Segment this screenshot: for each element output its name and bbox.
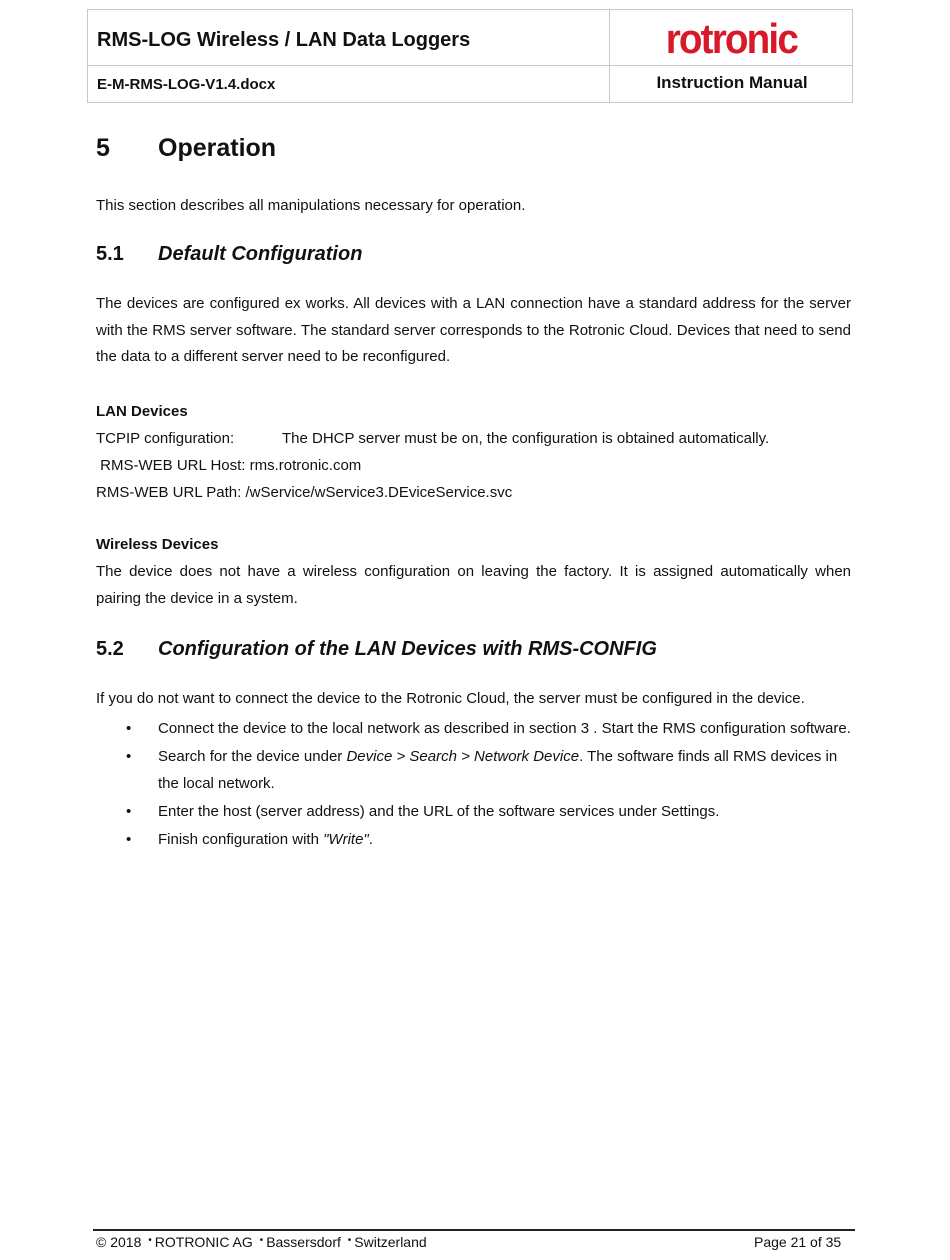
section-5-intro: This section describes all manipulations necessary for operation. — [96, 197, 526, 214]
section-title: Default Configuration — [158, 243, 363, 265]
document-header — [87, 9, 853, 103]
rotronic-logo — [656, 14, 806, 64]
header-title: RMS-LOG Wireless / LAN Data Loggers — [97, 29, 471, 51]
wireless-devices-heading: Wireless Devices — [96, 536, 219, 553]
company-name: ROTRONIC AG — [154, 1234, 253, 1250]
copyright-year: © 2018 — [96, 1234, 142, 1250]
section-5-heading — [96, 134, 276, 163]
logo-text: rotronic — [665, 15, 797, 62]
section-number: 5.2 — [96, 638, 124, 660]
step-text: Connect the device to the local network as described in section 3 . Start the RMS configuration software. — [158, 720, 851, 737]
menu-path: Device > Search > Network Device — [346, 748, 580, 766]
section-title: Configuration of the LAN Devices with RMS-CONFIG — [158, 638, 657, 660]
step-text-pre: Finish configuration with — [158, 831, 324, 849]
url-path-line: RMS-WEB URL Path: /wService/wService3.DEviceService.svc — [96, 484, 513, 501]
step-text-pre: Search for the device under — [158, 748, 347, 766]
header-divider-horizontal — [88, 65, 852, 66]
footer-rule — [93, 1229, 855, 1231]
bullet-icon: • — [126, 720, 132, 737]
company-city: Bassersdorf — [266, 1234, 341, 1250]
page-number: Page 21 of 35 — [754, 1234, 842, 1250]
tcpip-value: The DHCP server must be on, the configuration is obtained automatically. — [282, 430, 770, 447]
list-item — [96, 716, 856, 743]
list-item — [96, 799, 856, 826]
separator-dot: • — [347, 1235, 352, 1246]
url-host-line: RMS-WEB URL Host: rms.rotronic.com — [96, 457, 362, 474]
separator-dot: • — [148, 1235, 152, 1246]
bullet-icon: • — [126, 831, 132, 849]
step-text-post: . The software finds all RMS devices in the local network. — [158, 748, 838, 792]
configuration-steps-list — [96, 716, 856, 856]
step-text: Enter the host (server address) and the URL of the software services under Settings. — [158, 803, 720, 821]
separator-dot: • — [259, 1235, 264, 1246]
lan-devices-heading: LAN Devices — [96, 403, 188, 420]
section-5-1-heading — [96, 243, 362, 266]
footer-copyright — [96, 1234, 427, 1250]
default-config-paragraph: The devices are configured ex works. All devices with a LAN connection have a standard address for the server with the RMS server software. The standard server corresponds to the Rotronic Cloud. Devices that need to send the data to a different server need to be reconfigured. — [96, 295, 851, 366]
wireless-paragraph: The device does not have a wireless configuration on leaving the factory. It is assigned automatically when pairing the device in a system. — [96, 563, 851, 607]
bullet-icon: • — [126, 803, 132, 821]
list-item — [96, 744, 856, 797]
header-file-name: E-M-RMS-LOG-V1.4.docx — [97, 76, 276, 93]
bullet-icon: • — [126, 748, 132, 766]
header-document-type: Instruction Manual — [656, 73, 808, 92]
tcpip-label: TCPIP configuration: — [96, 430, 235, 447]
section-number: 5 — [96, 134, 110, 162]
section-5-2-intro: If you do not want to connect the device to the Rotronic Cloud, the server must be configured in the device. — [96, 690, 805, 707]
section-number: 5.1 — [96, 243, 124, 265]
step-text-post: . — [368, 831, 373, 849]
section-5-2-heading — [96, 638, 657, 661]
list-item — [96, 827, 856, 854]
section-title: Operation — [158, 134, 277, 162]
company-country: Switzerland — [354, 1234, 427, 1250]
write-command: "Write" — [323, 831, 369, 849]
